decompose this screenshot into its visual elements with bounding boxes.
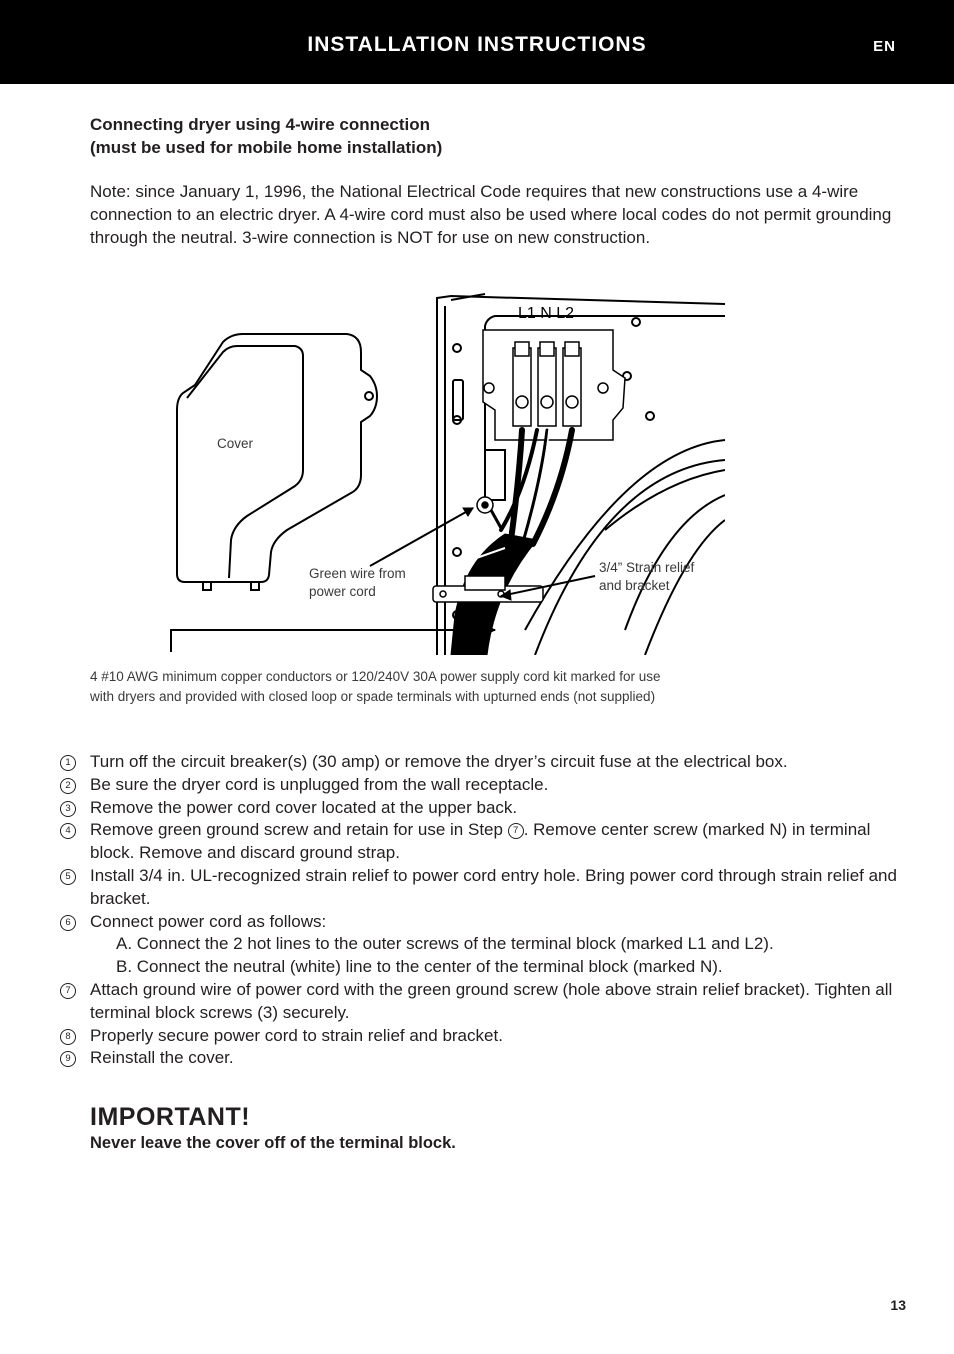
step-5	[60, 865, 900, 911]
step-number: 5	[60, 869, 76, 885]
step-8	[60, 1025, 900, 1048]
step-number: 8	[60, 1029, 76, 1045]
caption-line1: 4 #10 AWG minimum copper conductors or 120/240V 30A power supply cord kit marked for use	[90, 669, 661, 684]
diagram-caption	[90, 667, 850, 707]
header-title: INSTALLATION INSTRUCTIONS	[307, 33, 647, 56]
page-number: 13	[890, 1297, 906, 1313]
installation-steps	[60, 751, 900, 1070]
step-text: Connect power cord as follows:	[90, 911, 327, 931]
step-7	[60, 979, 900, 1025]
step-3	[60, 797, 900, 820]
terminal-cover-illustration	[177, 334, 377, 590]
strain-relief-label-line1: 3/4” Strain relief	[599, 560, 695, 575]
step-9	[60, 1047, 900, 1070]
power-cord-wires	[501, 430, 572, 544]
step-4	[60, 819, 900, 865]
wiring-diagram	[165, 290, 725, 655]
step-text: Turn off the circuit breaker(s) (30 amp) or remove the dryer’s circuit fuse at the electrical box.	[90, 752, 788, 771]
step-number: 7	[60, 983, 76, 999]
important-warning: Never leave the cover off of the terminal block.	[90, 1134, 456, 1152]
strain-relief-bracket	[433, 576, 543, 602]
section-title	[90, 113, 442, 159]
important-heading: IMPORTANT!	[90, 1103, 251, 1131]
step-number: 4	[60, 823, 76, 839]
step-number: 3	[60, 801, 76, 817]
step-number: 9	[60, 1051, 76, 1067]
step-text: Remove the power cord cover located at the upper back.	[90, 797, 518, 817]
step-text-part-a: Remove green ground screw and retain for use in Step	[90, 820, 508, 840]
step-1	[60, 751, 900, 774]
strain-relief-label-line2: and bracket	[599, 578, 670, 593]
green-wire-label-line2: power cord	[309, 584, 376, 599]
step-number: 6	[60, 915, 76, 931]
strain-relief-label	[599, 559, 694, 595]
step-6-sub-a: A. Connect the 2 hot lines to the outer screws of the terminal block (marked L1 and L2).	[116, 934, 774, 954]
step-text: Reinstall the cover.	[90, 1048, 234, 1068]
ground-screw	[477, 497, 501, 528]
nec-note: Note: since January 1, 1996, the National Electrical Code requires that new constructions use a 4-wire connection to an electric dryer. A 4-wire cord must also be used where local codes do not permit grounding through the neutral. 3-wire connection is NOT for use on new construction.	[90, 182, 892, 247]
section-title-line2: (must be used for mobile home installation)	[90, 138, 443, 157]
step-text: Be sure the dryer cord is unplugged from the wall receptacle.	[90, 774, 549, 794]
step-text: Install 3/4 in. UL-recognized strain relief to power cord entry hole. Bring power cord through strain relief and bracket.	[90, 865, 897, 908]
section-title-line1: Connecting dryer using 4-wire connection	[90, 115, 431, 134]
step-text-part-b: . Remove center screw (marked N) in terminal block. Remove and discard ground strap.	[90, 820, 871, 863]
green-wire-label-line1: Green wire from	[309, 566, 406, 581]
step-number: 2	[60, 778, 76, 794]
language-code: EN	[873, 38, 896, 55]
cover-label: Cover	[217, 436, 254, 451]
green-wire-label	[309, 565, 406, 601]
step-6	[60, 911, 900, 979]
terminal-labels: L1 N L2	[518, 305, 575, 322]
page-header	[0, 0, 954, 84]
terminal-block	[483, 330, 625, 440]
caption-line2: with dryers and provided with closed loop or spade terminals with upturned ends (not supplied)	[90, 689, 656, 704]
step-text: Properly secure power cord to strain relief and bracket.	[90, 1025, 503, 1045]
step-6-sub-b: B. Connect the neutral (white) line to the center of the terminal block (marked N).	[116, 957, 723, 977]
step-reference: 7	[508, 823, 524, 839]
step-number: 1	[60, 755, 76, 771]
step-text: Attach ground wire of power cord with the green ground screw (hole above strain relief bracket). Tighten all terminal block screws (3) securely.	[90, 979, 893, 1022]
step-2	[60, 774, 900, 797]
